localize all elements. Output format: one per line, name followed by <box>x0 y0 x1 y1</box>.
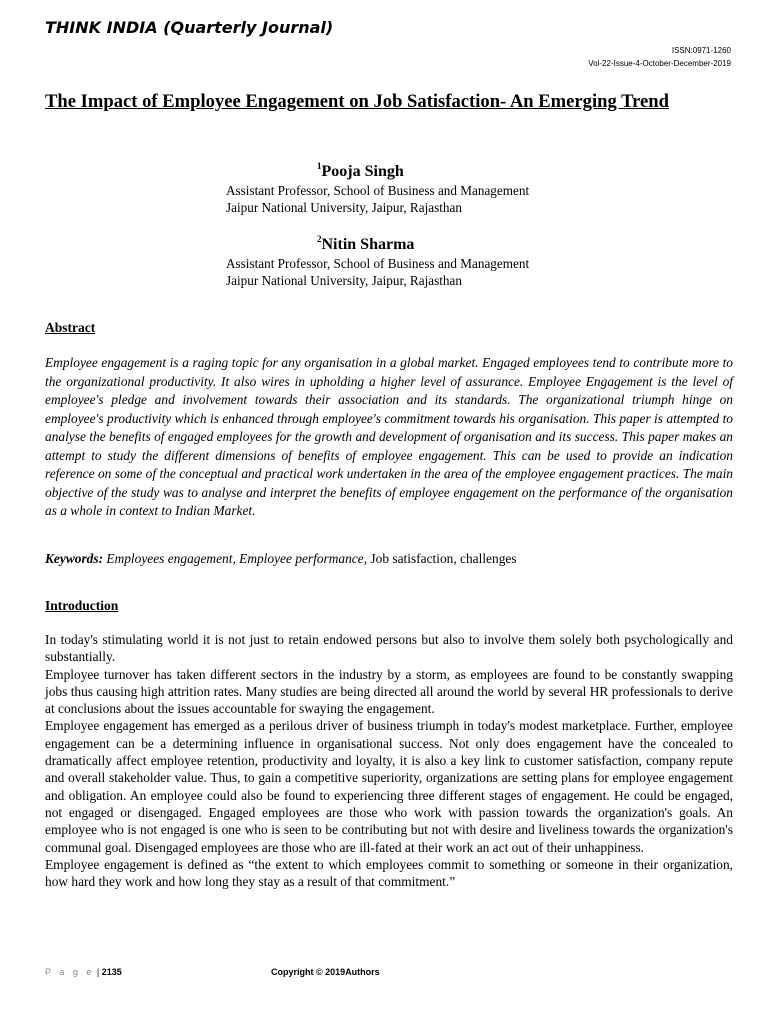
intro-paragraph-1: In today's stimulating world it is not just to retain endowed persons but also to involve them solely both psychologically and substantially. <box>45 632 733 665</box>
introduction-body <box>45 631 733 890</box>
keywords-label: Keywords: <box>45 551 104 566</box>
abstract-heading: Abstract <box>45 320 96 335</box>
author-name-1: $^1$Pooja Singh <box>317 161 404 180</box>
journal-name: THINK INDIA (Quarterly Journal) <box>45 18 334 37</box>
abstract-text: Employee engagement is a raging topic for any organisation in a global market. Engaged employees tend to contribute more to the organizational productivity. It also wires in upholding a higher level of assurance. Employee Engagement is the level of employee's pledge and involvement towards their association and its standards. The organizational triumph hinge on employee's productivity which is enhanced through employee's commitment towards his organisation. This paper is attempted to analyse the benefits of engaged employees for the growth and development of organisation and its success. This paper makes an attempt to study the different dimensions of benefits of employee engagement. This can be used to provide an indication reference on some of the conceptual and practical work undertaken in the area of the employee engagement practices. The main objective of the study was to analyse and interpret the benefits of employee engagement on the performance of the organisation as a whole in context to Indian Market. <box>45 355 733 518</box>
issn-number: ISSN:0971-1260 <box>671 46 731 55</box>
keywords-line <box>45 551 517 567</box>
author-sup-2: 2 <box>317 234 322 244</box>
author-sup-1: 1 <box>317 161 322 171</box>
author-block-1 <box>226 156 529 216</box>
author-affiliation-1: Assistant Professor, School of Business and Management <box>226 183 530 198</box>
author-block-2 <box>226 229 529 289</box>
keywords-italic: Employees engagement, Employee performance, <box>106 551 368 566</box>
intro-paragraph-2: Employee turnover has taken different sectors in the industry by a storm, as employees are found to be constantly swapping jobs thus causing high attrition rates. Many studies are being directed all around the world by several HR professionals to derive at conclusions about the issues accountable for swaying the engagement. <box>45 666 733 717</box>
volume-issue: Vol-22-Issue-4-October-December-2019 <box>588 59 731 68</box>
introduction-heading: Introduction <box>45 598 119 613</box>
footer-page <box>45 967 122 977</box>
copyright: Copyright © 2019Authors <box>271 967 380 977</box>
keywords-plain: Job satisfaction, challenges <box>370 551 517 566</box>
issn-block <box>588 44 731 70</box>
intro-paragraph-4: Employee engagement is defined as “the extent to which employees commit to something or someone in their organization, how hard they work and how long they stay as a result of that commitment.” <box>45 856 733 890</box>
page-separator: | <box>96 967 100 977</box>
paper-title: The Impact of Employee Engagement on Job Satisfaction- An Emerging Trend <box>45 91 669 112</box>
author-location-1: Jaipur National University, Jaipur, Rajasthan <box>226 200 462 215</box>
page-label: P a g e <box>45 967 95 977</box>
author-location-2: Jaipur National University, Jaipur, Rajasthan <box>226 273 462 288</box>
intro-paragraph-3: Employee engagement has emerged as a perilous driver of business triumph in today's modest marketplace. Further, employee engagement can be a determining influence in organisational success. Not only does engagement have the concealed to dramatically affect employee retention, productivity and loyalty, it is also a key link to customer satisfaction, company repute and overall stakeholder value. Thus, to gain a competitive superiority, organizations are setting plans for employee engagement and obligation. An employee could also be found to experiencing three different stages of engagement. He could be engaged, not engaged or disengaged. Engaged employees are those who work with passion towards the organization's goals. An employee who is not engaged is one who is seen to be contributing but not with desire and liveliness towards the organization's communal goal. Disengaged employees are those who are ill-fated at their work an act out of their unhappiness. <box>45 718 733 855</box>
author-name-2: $^2$Nitin Sharma <box>317 234 415 253</box>
page-number: 2135 <box>101 967 122 977</box>
author-affiliation-2: Assistant Professor, School of Business and Management <box>226 256 530 271</box>
